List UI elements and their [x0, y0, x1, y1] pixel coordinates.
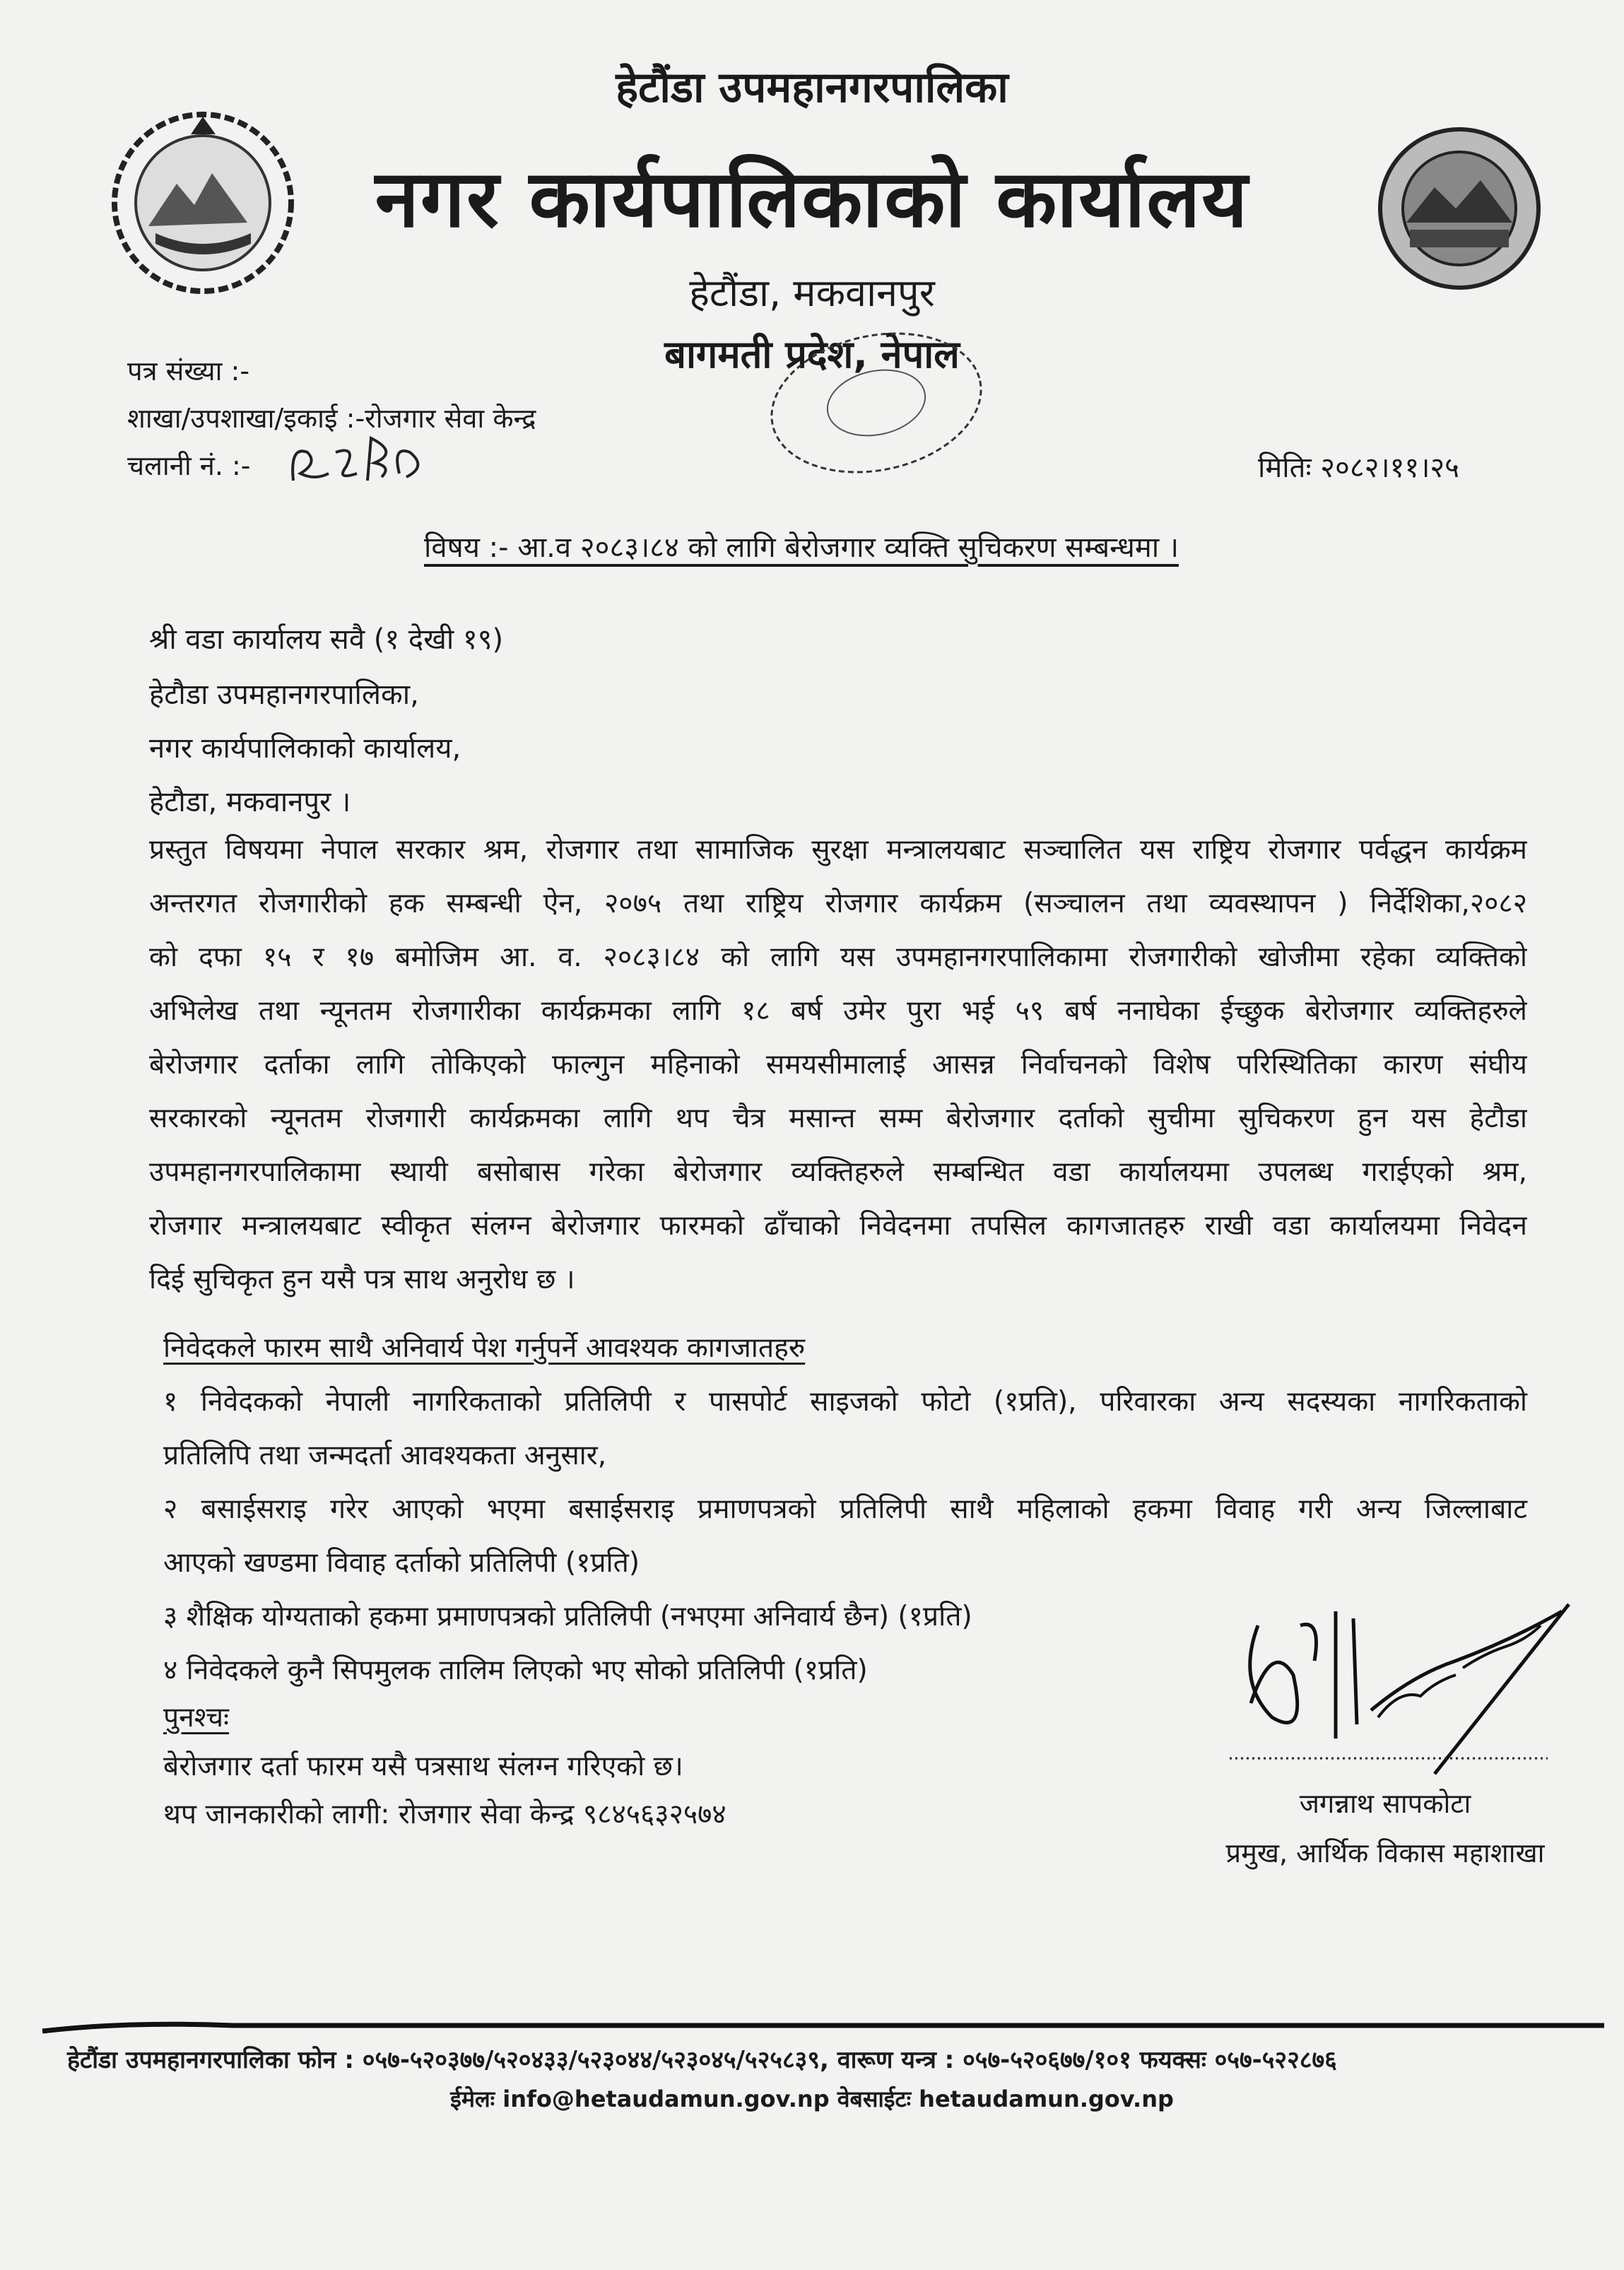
- body-line: उपमहानगरपालिकामा स्थायी बसोबास गरेका बेरोजगार व्यक्तिहरुले सम्बन्धित वडा कार्यालयमा उपलब्ध गराईएको श्रम,: [149, 1156, 1527, 1188]
- requirement-item: ३ शैक्षिक योग्यताको हकमा प्रमाणपत्रको प्रतिलिपी (नभएमा अनिवार्य छैन) (१प्रति): [163, 1601, 972, 1633]
- body-line: दिई सुचिकृत हुन यसै पत्र साथ अनुरोध छ ।: [149, 1264, 575, 1295]
- postscript-heading: पुनश्चः: [163, 1702, 230, 1734]
- body-line: अभिलेख तथा न्यूनतम रोजगारीका कार्यक्रमका लागि १८ बर्ष उमेर पुरा भई ५९ बर्ष ननाघेका ईच्छुक बेरोजगार व्यक्तिहरुले: [149, 995, 1527, 1027]
- addressee-line: हेटौडा, मकवानपुर ।: [149, 786, 351, 818]
- letter-date: मितिः २०८२।११।२५: [1258, 452, 1459, 484]
- addressee-line: हेटौडा उपमहानगरपालिका,: [149, 678, 419, 711]
- office-title: नगर कार्यपालिकाको कार्यालय: [375, 153, 1249, 245]
- postscript-section: [163, 1693, 1153, 1839]
- footer-web: ईमेलः info@hetaudamun.gov.np वेबसाईटः hetaudamun.gov.np: [450, 2086, 1174, 2112]
- signatory-title: प्रमुख, आर्थिक विकास महाशाखा: [1225, 1837, 1545, 1869]
- office-location: हेटौंडा, मकवानपुर: [689, 271, 935, 315]
- postscript-line: बेरोजगार दर्ता फारम यसै पत्रसाथ संलग्न गरिएको छ।: [163, 1751, 683, 1782]
- addressee-line: नगर कार्यपालिकाको कार्यालय,: [149, 732, 461, 765]
- office-stamp: [749, 332, 1004, 488]
- footer-contact: हेटौंडा उपमहानगरपालिका फोन : ०५७-५२०३७७/५२०४३३/५२३०४४/५२३०४५/५२५८३९, वारूण यन्त्र : ०५७-५२०६७७/१०१ फयक्सः ०५७-५२२८७६: [67, 2046, 1337, 2074]
- requirement-item: १ निवेदकको नेपाली नागरिकताको प्रतिलिपी र पासपोर्ट साइजको फोटो (१प्रति), परिवारका अन्य सदस्यका नागरिकताको: [163, 1386, 1527, 1418]
- footer-divider: [0, 2007, 1624, 2042]
- body-line: सरकारको न्यूनतम रोजगारी कार्यक्रमका लागि थप चैत्र मसान्त सम्म बेरोजगार दर्ताको सुचीमा सुचिकरण हुन यस हेटौडा: [149, 1102, 1527, 1134]
- branch-label: शाखा/उपशाखा/इकाई :-रोजगार सेवा केन्द्र: [127, 403, 536, 434]
- signatory-name: जगन्नाथ सापकोटा: [1299, 1788, 1471, 1819]
- requirement-item: आएको खण्डमा विवाह दर्ताको प्रतिलिपी (१प्रति): [163, 1547, 640, 1579]
- requirement-item: २ बसाईसराइ गरेर आएको भएमा बसाईसराइ प्रमाणपत्रको प्रतिलिपी साथै महिलाको हकमा विवाह गरी अन्य जिल्लाबाट: [163, 1493, 1527, 1525]
- body-line: को दफा १५ र १७ बमोजिम आ. व. २०८३।८४ को लागि यस उपमहानगरपालिकामा रोजगारीको खोजीमा रहेका व्यक्तिको: [149, 941, 1527, 973]
- municipality-name: हेटौंडा उपमहानगरपालिका: [616, 63, 1008, 112]
- dispatch-number-label: चलानी नं. :-: [127, 450, 251, 481]
- requirement-item: प्रतिलिपि तथा जन्मदर्ता आवश्यकता अनुसार,: [163, 1440, 607, 1471]
- body-line: रोजगार मन्त्रालयबाट स्वीकृत संलग्न बेरोजगार फारमको ढाँचाको निवेदनमा तपसिल कागजातहरु राखी वडा कार्यालयमा निवेदन: [149, 1210, 1527, 1242]
- body-line: बेरोजगार दर्ताका लागि तोकिएको फाल्गुन महिनाको समयसीमालाई आसन्न निर्वाचनको विशेष परिस्थितिका कारण संघीय: [149, 1049, 1527, 1081]
- postscript-line: थप जानकारीको लागी: रोजगार सेवा केन्द्र ९८४५६३२५७४: [163, 1799, 726, 1830]
- letter-number-label: पत्र संख्या :-: [127, 355, 250, 387]
- dispatch-number-handwritten: [286, 431, 435, 502]
- requirement-item: ४ निवेदकले कुनै सिपमुलक तालिम लिएको भए सोको प्रतिलिपी (१प्रति): [163, 1654, 868, 1686]
- handwritten-signature: [1230, 1597, 1611, 1781]
- body-paragraph: [149, 823, 1527, 1307]
- requirements-heading: निवेदकले फारम साथै अनिवार्य पेश गर्नुपर्ने आवश्यक कागजातहरु: [163, 1332, 806, 1364]
- body-line: प्रस्तुत विषयमा नेपाल सरकार श्रम, रोजगार तथा सामाजिक सुरक्षा मन्त्रालयबाट सञ्चालित यस राष्ट्रिय रोजगार पर्वद्धन कार्यक्रम: [149, 834, 1527, 866]
- office-province: बागमती प्रदेश, नेपाल: [664, 332, 960, 377]
- body-line: अन्तरगत रोजगारीको हक सम्बन्धी ऐन, २०७५ तथा राष्ट्रिय रोजगार कार्यक्रम (सञ्चालन तथा व्यवस्थापन ) निर्देशिका,२०८२: [149, 888, 1527, 919]
- subject-line: विषय :- आ.व २०८३।८४ को लागि बेरोजगार व्यक्ति सुचिकरण सम्बन्धमा ।: [424, 531, 1179, 564]
- addressee-line: श्री वडा कार्यालय सवै (१ देखी १९): [149, 623, 504, 656]
